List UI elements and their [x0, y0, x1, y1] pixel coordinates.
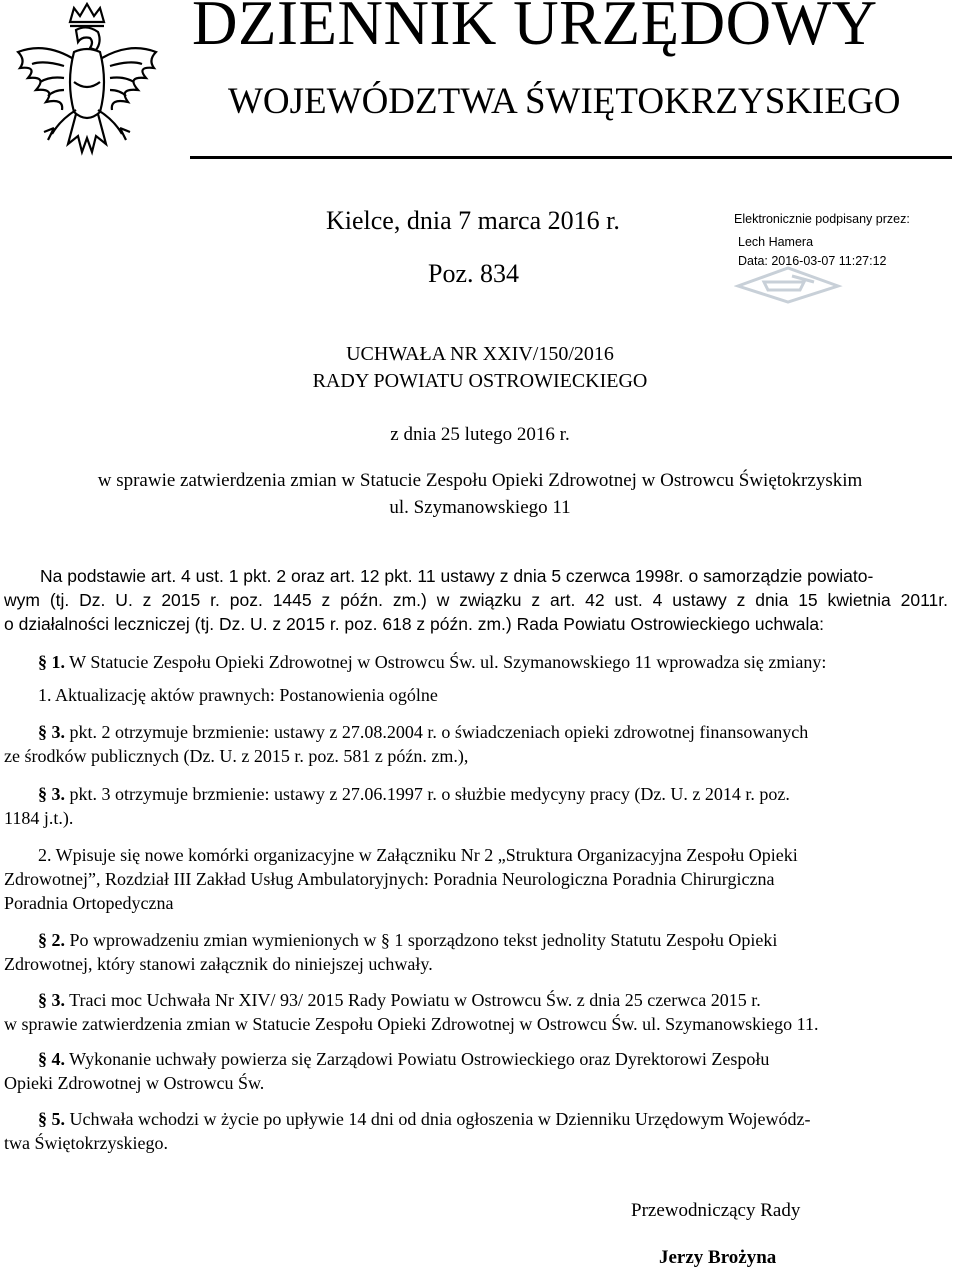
signature-stamp-icon [734, 264, 844, 304]
signer-title: Przewodniczący Rady [631, 1200, 801, 1221]
paragraph-3: § 3. Traci moc Uchwała Nr XIV/ 93/ 2015 Rady Powiatu w Ostrowcu Św. z dnia 25 czerwca 2015 r. [38, 990, 761, 1010]
preamble-line: o działalności leczniczej (tj. Dz. U. z 2015 r. poz. 618 z późn. zm.) Rada Powiatu Ostrowieckiego uchwala: [4, 614, 824, 634]
paragraph-5: § 5. Uchwała wchodzi w życie po upływie 14 dni od dnia ogłoszenia w Dzienniku Urzędowym Wojewódz- [38, 1109, 811, 1129]
paragraph-4: § 4. Wykonanie uchwały powierza się Zarządowi Powiatu Ostrowieckiego oraz Dyrektorowi Zespołu [38, 1049, 770, 1069]
paragraph-mark: § 5. [38, 1109, 65, 1129]
paragraph-mark: § 3. [38, 990, 65, 1010]
paragraph-mark: § 4. [38, 1049, 65, 1069]
paragraph-mark: § 2. [38, 930, 65, 950]
paragraph-1: § 1. W Statucie Zespołu Opieki Zdrowotnej w Ostrowcu Św. ul. Szymanowskiego 11 wprowadza się zmiany: [38, 652, 827, 672]
paragraph-5-cont: twa Świętokrzyskiego. [4, 1133, 168, 1153]
paragraph-2: § 2. Po wprowadzeniu zmian wymienionych w § 1 sporządzono tekst jednolity Statutu Zespołu Opieki [38, 930, 778, 950]
resolution-issuer: RADY POWIATU OSTROWIECKIEGO [312, 370, 648, 392]
signature-label: Elektronicznie podpisany przez: [734, 212, 910, 226]
paragraph-mark: § 1. [38, 652, 65, 672]
preamble-line: Na podstawie art. 4 ust. 1 pkt. 2 oraz art. 12 pkt. 11 ustawy z dnia 5 czerwca 1998r. o samorządzie powiato- [40, 566, 874, 586]
header-rule [190, 156, 952, 159]
paragraph-3-point-3: § 3. pkt. 3 otrzymuje brzmienie: ustawy z 27.06.1997 r. o służbie medycyny pracy (Dz. U. z 2014 r. poz. [38, 784, 790, 804]
gazette-title: DZIENNIK URZĘDOWY [192, 0, 878, 58]
signer-name: Jerzy Brożyna [659, 1247, 777, 1268]
signature-signer: Lech Hamera [738, 235, 814, 249]
list-item-1: 1. Aktualizację aktów prawnych: Postanowienia ogólne [38, 685, 438, 705]
resolution-heading: UCHWAŁA NR XXIV/150/2016 [346, 343, 614, 365]
resolution-subject: w sprawie zatwierdzenia zmian w Statucie Zespołu Opieki Zdrowotnej w Ostrowcu Świętokrzyskim [97, 470, 863, 491]
preamble-line: wym (tj. Dz. U. z 2015 r. poz. 1445 z późn. zm.) w związku z art. 42 ust. 4 ustawy z dnia 15 kwietnia 2011r. [4, 590, 948, 610]
paragraph-3-cont: w sprawie zatwierdzenia zmian w Statucie Zespołu Opieki Zdrowotnej w Ostrowcu Św. ul. Szymanowskiego 11. [4, 1014, 819, 1034]
paragraph-3-point-2: § 3. pkt. 2 otrzymuje brzmienie: ustawy z 27.08.2004 r. o świadczeniach opieki zdrowotnej finansowanych [38, 722, 809, 742]
position-number: Poz. 834 [428, 259, 519, 288]
gazette-subtitle: WOJEWÓDZTWA ŚWIĘTOKRZYSKIEGO [228, 81, 901, 122]
resolution-subject-address: ul. Szymanowskiego 11 [389, 497, 571, 518]
list-item-2-cont: Zdrowotnej”, Rozdział III Zakład Usług Ambulatoryjnych: Poradnia Neurologiczna Poradnia Chirurgiczna [4, 869, 775, 889]
electronic-signature [734, 212, 958, 302]
paragraph-3-point-3-cont: 1184 j.t.). [4, 808, 74, 828]
paragraph-4-cont: Opieki Zdrowotnej w Ostrowcu Św. [4, 1073, 265, 1093]
eagle-emblem-icon [4, 2, 170, 172]
place-and-date: Kielce, dnia 7 marca 2016 r. [326, 206, 620, 235]
paragraph-mark: § 3. [38, 722, 65, 742]
signature-date: Data: 2016-03-07 11:27:12 [738, 254, 887, 268]
paragraph-mark: § 3. [38, 784, 65, 804]
paragraph-3-point-2-cont: ze środków publicznych (Dz. U. z 2015 r. poz. 581 z późn. zm.), [4, 746, 469, 766]
list-item-2: 2. Wpisuje się nowe komórki organizacyjne w Załączniku Nr 2 „Struktura Organizacyjna Zespołu Opieki [38, 845, 798, 865]
resolution-date: z dnia 25 lutego 2016 r. [390, 424, 570, 445]
list-item-2-cont: Poradnia Ortopedyczna [4, 893, 174, 913]
paragraph-2-cont: Zdrowotnej, który stanowi załącznik do niniejszej uchwały. [4, 954, 433, 974]
